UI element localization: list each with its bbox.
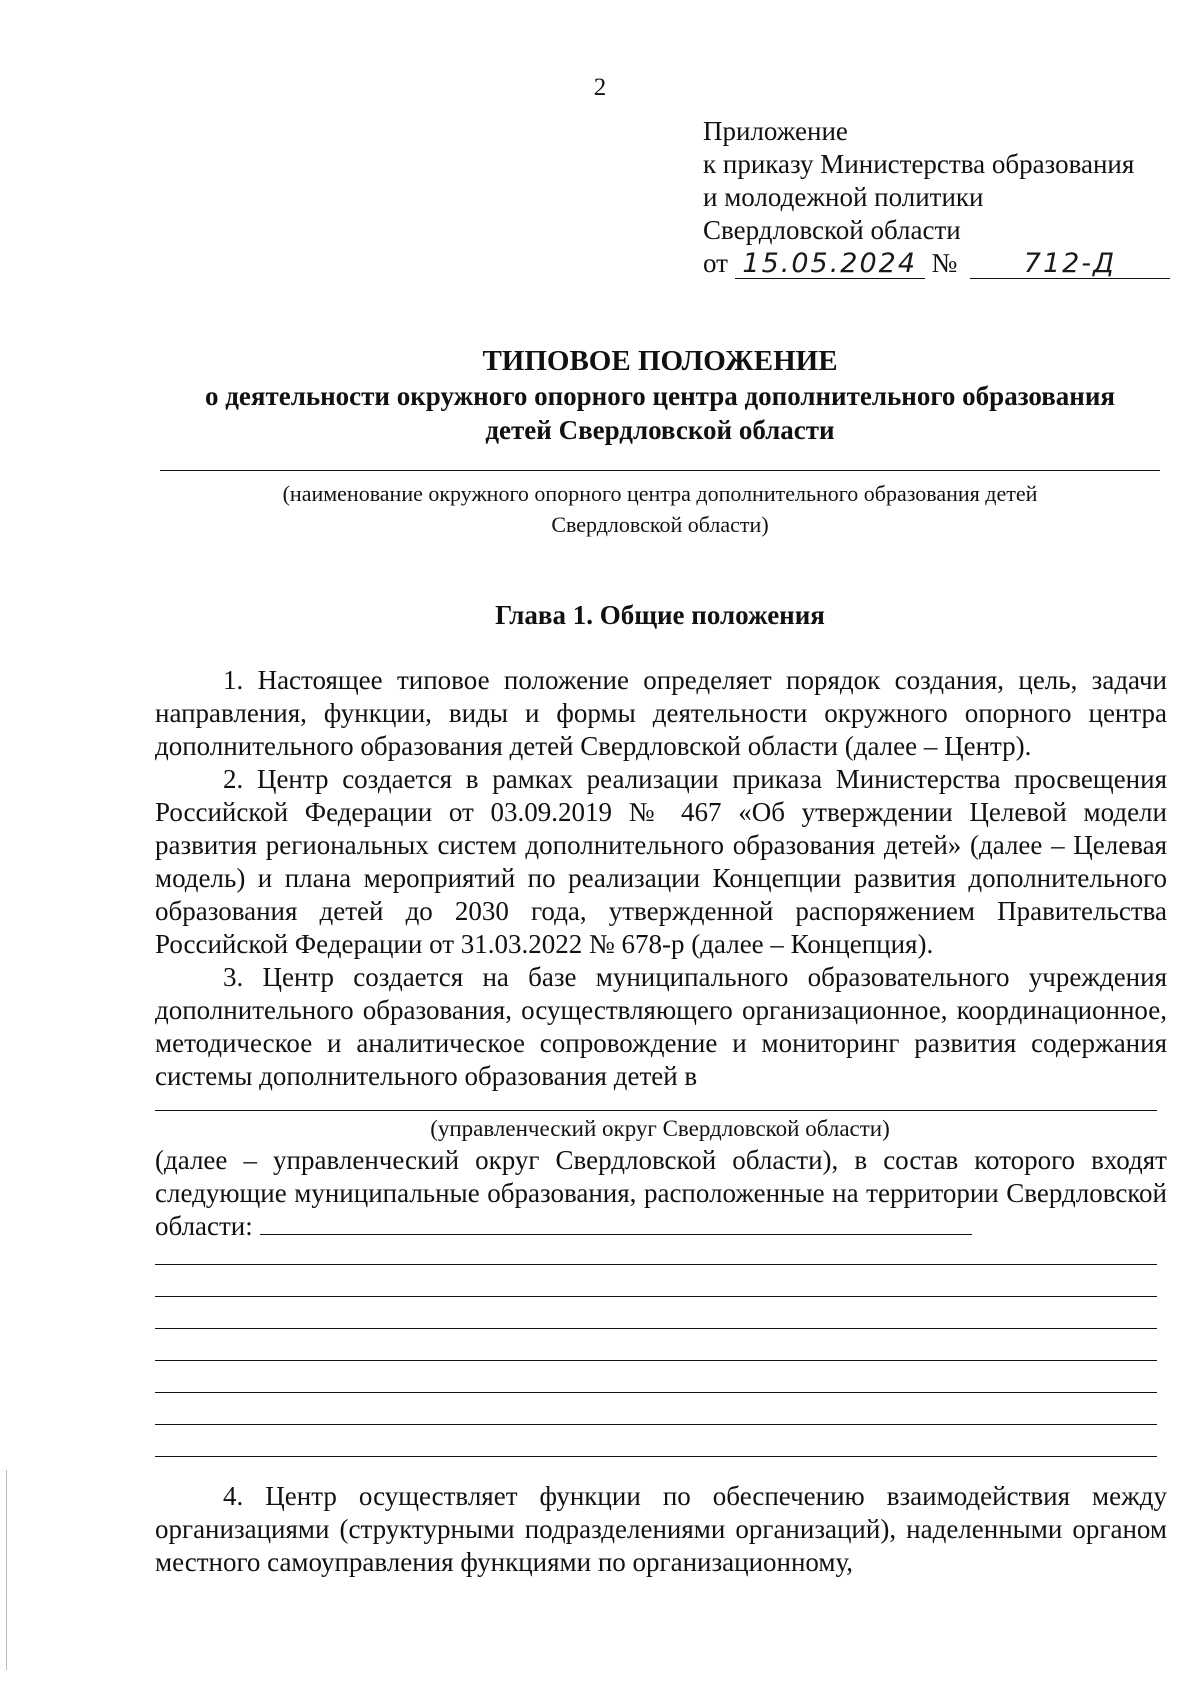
appendix-line: Свердловской области <box>703 215 961 245</box>
paragraph-4: 4. Центр осуществляет функции по обеспечению взаимодействия между организациями (структурными подразделениями организаций), наделенными органом местного самоуправления функциями по организационному, <box>155 1481 1167 1577</box>
center-name-blank-line <box>160 470 1160 471</box>
municipalities-blank-line <box>155 1360 1157 1361</box>
district-blank-line <box>155 1110 1157 1111</box>
order-reference <box>703 247 1170 280</box>
document-title: ТИПОВОЕ ПОЛОЖЕНИЕ <box>482 345 838 377</box>
center-name-caption <box>150 478 1170 540</box>
appendix-header <box>703 115 1170 280</box>
appendix-line: и молодежной политики <box>703 182 984 212</box>
appendix-line: к приказу Министерства образования <box>703 149 1135 179</box>
municipalities-blank-line <box>155 1328 1157 1329</box>
order-date-handwritten: 15.05.2024 <box>735 250 925 279</box>
page-number: 2 <box>593 74 607 101</box>
paragraph-3-text: (далее – управленческий округ Свердловской области), в состав которого входят следующие муниципальные образования, расположенные на территории Свердловской области: <box>155 1145 1167 1241</box>
municipalities-blank-line <box>155 1264 1157 1265</box>
scan-edge-mark <box>6 1470 7 1670</box>
appendix-line: Приложение <box>703 116 848 146</box>
document-subtitle <box>150 379 1170 447</box>
municipalities-blank-line <box>155 1392 1157 1393</box>
subtitle-line: о деятельности окружного опорного центра дополнительного образования <box>204 381 1116 411</box>
from-label: от <box>703 248 728 278</box>
municipalities-blank-inline <box>260 1212 972 1235</box>
district-caption: (управленческий округ Свердловской области) <box>430 1116 890 1141</box>
caption-line: Свердловской области) <box>551 512 769 537</box>
paragraph-3-continuation <box>155 1144 1167 1243</box>
municipalities-blank-line <box>155 1424 1157 1425</box>
municipalities-blank-line <box>155 1296 1157 1297</box>
chapter-heading: Глава 1. Общие положения <box>495 600 825 630</box>
paragraph-1: 1. Настоящее типовое положение определяет порядок создания, цель, задачи направления, функции, виды и формы деятельности окружного опорного центра дополнительного образования детей Свердловской области (далее – Центр). <box>155 665 1167 761</box>
order-number-handwritten: 712-Д <box>970 250 1170 279</box>
number-label: № <box>931 248 958 278</box>
paragraph-2: 2. Центр создается в рамках реализации приказа Министерства просвещения Российской Федерации от 03.09.2019 № 467 «Об утверждении Целевой модели развития региональных систем дополнительного образования детей» (далее – Целевая модель) и плана мероприятий по реализации Концепции развития дополнительного образования детей до 2030 года, утвержденной распоряжением Правительства Российской Федерации от 31.03.2022 № 678-р (далее – Концепция). <box>155 764 1167 959</box>
caption-line: (наименование окружного опорного центра дополнительного образования детей <box>282 481 1038 506</box>
subtitle-line: детей Свердловской области <box>485 415 835 445</box>
paragraph-3: 3. Центр создается на базе муниципального образовательного учреждения дополнительного образования, осуществляющего организационное, координационное, методическое и аналитическое сопровождение и мониторинг развития содержания системы дополнительного образования детей в <box>155 962 1167 1091</box>
municipalities-blank-line <box>155 1456 1157 1457</box>
